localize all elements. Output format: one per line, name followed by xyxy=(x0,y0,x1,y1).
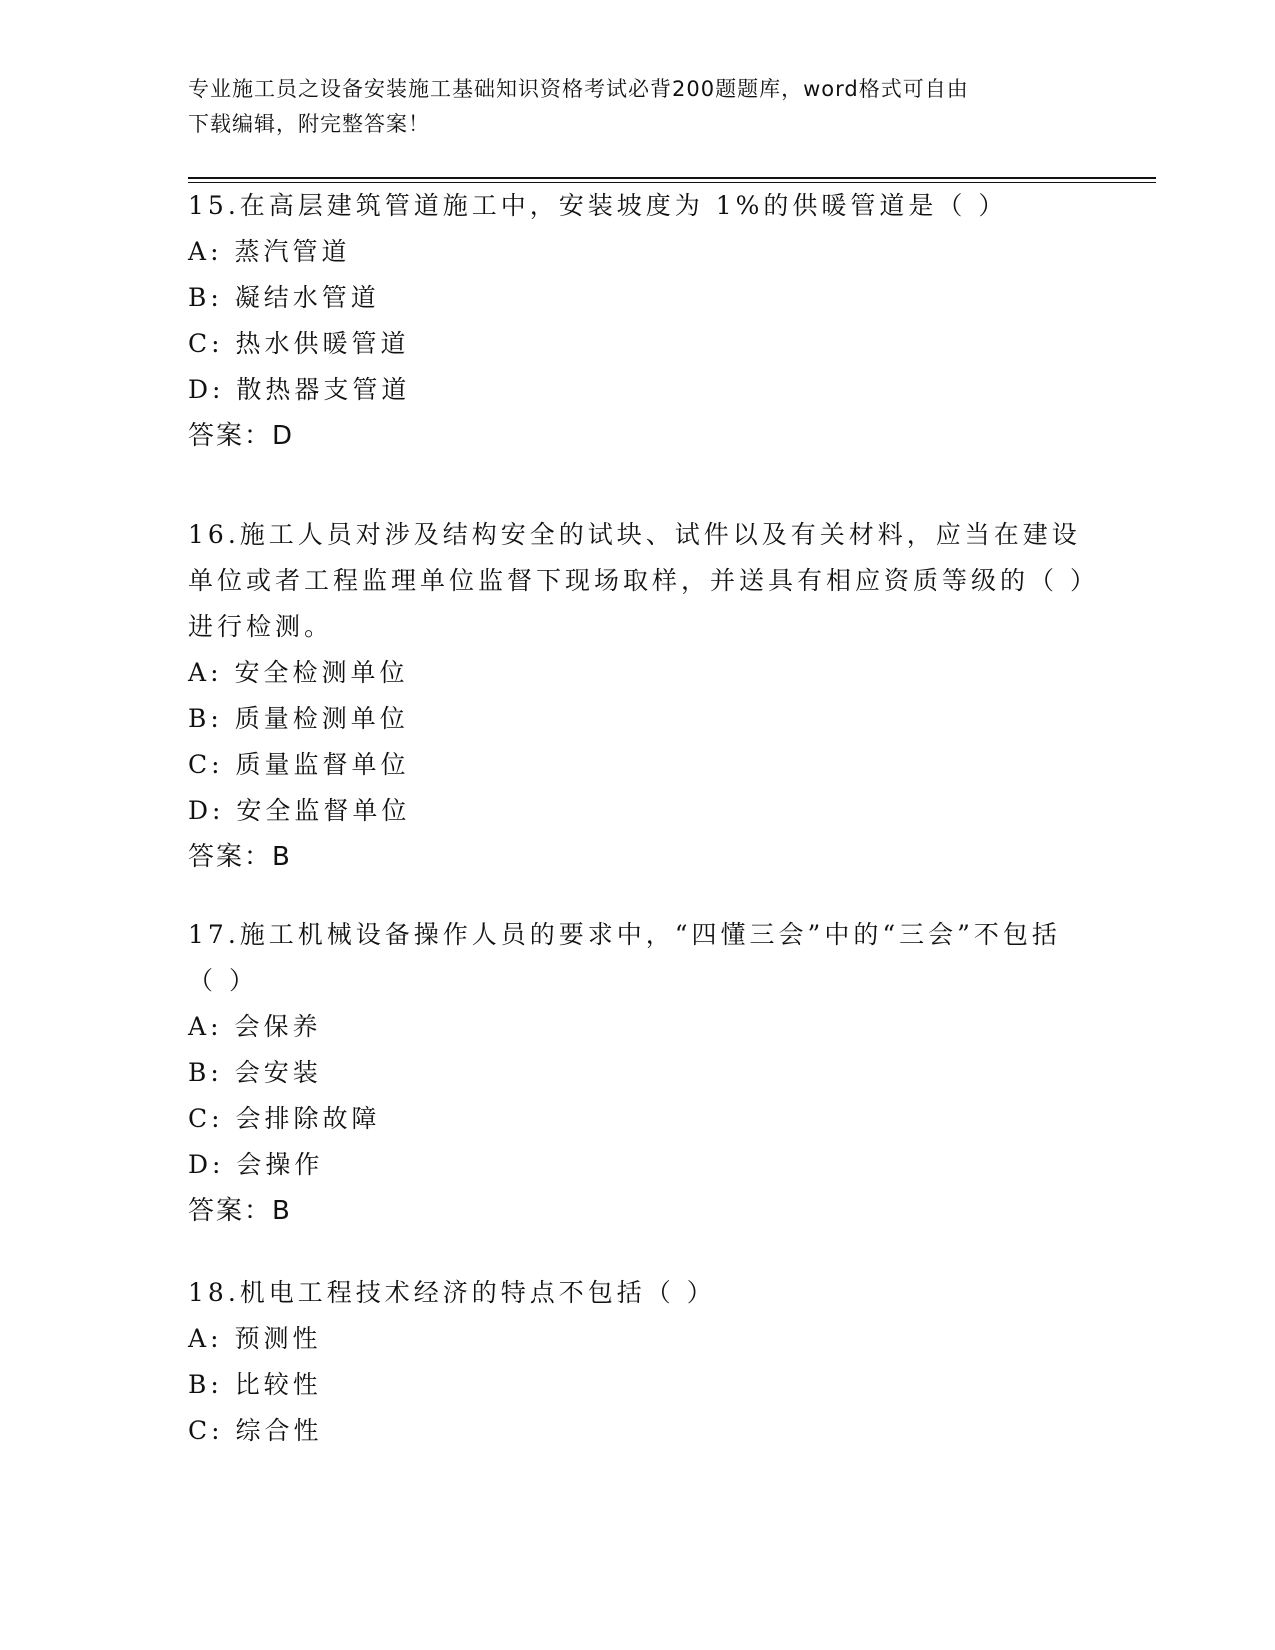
option-a: A : 预测性 xyxy=(188,1316,1088,1362)
answer-line: 答案：B xyxy=(188,1196,292,1226)
answer-line: 答案：B xyxy=(188,842,292,872)
question-text: 施工人员对涉及结构安全的试块、试件以及有关材料，应当在建设单位或者工程监理单位监督下现场取样，并送具有相应资质等级的（ ）进行检测。 xyxy=(188,520,1087,641)
option-b: B : 质量检测单位 xyxy=(188,696,1088,742)
header-divider-thick xyxy=(188,177,1156,179)
option-b: B : 比较性 xyxy=(188,1362,1088,1408)
document-header xyxy=(188,72,1088,142)
question-number: 18 . xyxy=(188,1278,240,1307)
answer-value: B xyxy=(272,1196,292,1226)
question-stem xyxy=(188,183,1088,229)
question-number: 16 . xyxy=(188,520,240,549)
question-text: 在高层建筑管道施工中，安装坡度为 1%的供暖管道是（ ） xyxy=(239,191,1008,220)
question-16 xyxy=(188,512,1088,880)
option-d: D : 会操作 xyxy=(188,1142,1088,1188)
question-stem xyxy=(188,912,1088,1004)
option-b: B : 凝结水管道 xyxy=(188,275,1088,321)
question-17 xyxy=(188,912,1088,1234)
option-c: C : 会排除故障 xyxy=(188,1096,1088,1142)
option-a: A : 蒸汽管道 xyxy=(188,229,1088,275)
question-number: 17 . xyxy=(188,920,240,949)
question-stem xyxy=(188,1270,1088,1316)
answer-value: D xyxy=(272,421,295,451)
option-c: C : 质量监督单位 xyxy=(188,742,1088,788)
question-text: 机电工程技术经济的特点不包括（ ） xyxy=(239,1278,716,1307)
question-18 xyxy=(188,1270,1088,1454)
option-c: C : 热水供暖管道 xyxy=(188,321,1088,367)
option-d: D : 散热器支管道 xyxy=(188,367,1088,413)
header-line-1: 专业施工员之设备安装施工基础知识资格考试必背200题题库，word格式可自由 xyxy=(188,77,969,101)
question-text: 施工机械设备操作人员的要求中，“四懂三会”中的“三会”不包括（ ） xyxy=(188,920,1061,995)
header-line-2: 下载编辑，附完整答案！ xyxy=(188,112,430,136)
option-b: B : 会安装 xyxy=(188,1050,1088,1096)
option-a: A : 会保养 xyxy=(188,1004,1088,1050)
option-c: C : 综合性 xyxy=(188,1408,1088,1454)
answer-line: 答案：D xyxy=(188,421,295,451)
answer-value: B xyxy=(272,842,292,872)
question-15 xyxy=(188,183,1088,459)
question-stem xyxy=(188,512,1088,650)
option-d: D : 安全监督单位 xyxy=(188,788,1088,834)
question-number: 15 . xyxy=(188,191,240,220)
option-a: A : 安全检测单位 xyxy=(188,650,1088,696)
